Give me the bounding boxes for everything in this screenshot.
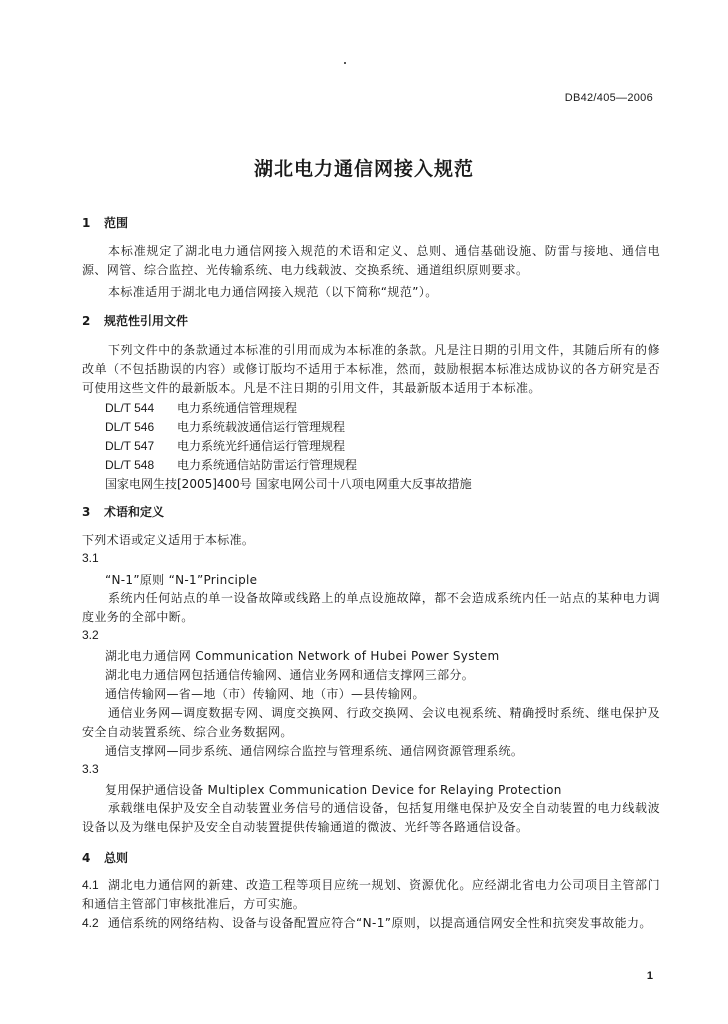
section-number: 3 (82, 505, 91, 519)
scan-speck (344, 62, 346, 64)
term-title: 湖北电力通信网 Communication Network of Hubei Power System (105, 649, 500, 663)
reference-item (105, 418, 345, 435)
term-definition: 通信业务网—调度数据专网、调度交换网、行政交换网、会议电视系统、精确授时系统、继电保护及安全自动装置系统、综合业务数据网。 (82, 706, 660, 739)
section-4-heading (82, 849, 128, 866)
clause-text: 湖北电力通信网的新建、改造工程等项目应统一规划、资源优化。应经湖北省电力公司项目主管部门和通信主管部门审核批准后，方可实施。 (82, 878, 660, 911)
term-definition: 承载继电保护及安全自动装置业务信号的通信设备，包括复用继电保护及安全自动装置的电力线载波设备以及为继电保护及安全自动装置提供传输通道的微波、光纤等各路通信设备。 (82, 801, 660, 834)
term-number: 3.1 (82, 551, 99, 565)
reference-item (105, 456, 357, 473)
reference-title: 电力系统通信站防雷运行管理规程 (177, 458, 358, 472)
clause-text: 通信系统的网络结构、设备与设备配置应符合“N-1”原则，以提高通信网安全性和抗突发事故能力。 (108, 916, 652, 930)
term-definition: 系统内任何站点的单一设备故障或线路上的单点设施故障，都不会造成系统内任一站点的某种电力调度业务的全部中断。 (82, 591, 660, 624)
clause-number: 4.2 (82, 916, 99, 930)
section-1-paragraph-2: 本标准适用于湖北电力通信网接入规范（以下简称“规范”）。 (108, 285, 438, 299)
term-definition: 通信传输网—省—地（市）传输网、地（市）—县传输网。 (105, 687, 425, 701)
section-1-heading (82, 214, 128, 231)
reference-item: 国家电网生技[2005]400号 国家电网公司十八项电网重大反事故措施 (105, 477, 472, 491)
section-2-paragraph-1: 下列文件中的条款通过本标准的引用而成为本标准的条款。凡是注日期的引用文件，其随后所有的修改单（不包括勘误的内容）或修订版均不适用于本标准，然而，鼓励根据本标准达成协议的各方研究是否可使用这些文件的最新版本。凡是不注日期的引用文件，其最新版本适用于本标准。 (82, 343, 660, 395)
section-number: 1 (82, 216, 91, 230)
section-1-paragraph-1: 本标准规定了湖北电力通信网接入规范的术语和定义、总则、通信基础设施、防雷与接地、通信电源、网管、综合监控、光传输系统、电力线载波、交换系统、通道组织原则要求。 (82, 244, 660, 277)
term-definition: 通信支撑网—同步系统、通信网综合监控与管理系统、通信网资源管理系统。 (105, 744, 524, 758)
reference-code: DL/T 548 (105, 458, 155, 472)
term-number: 3.2 (82, 628, 99, 642)
term-number: 3.3 (82, 762, 99, 776)
reference-item (105, 437, 345, 454)
reference-title: 电力系统通信管理规程 (177, 401, 298, 415)
reference-code: DL/T 544 (105, 401, 155, 415)
section-3-intro: 下列术语或定义适用于本标准。 (82, 533, 255, 547)
section-3-heading (82, 503, 164, 520)
document-title: 湖北电力通信网接入规范 (253, 158, 474, 180)
reference-code: DL/T 546 (105, 420, 155, 434)
reference-code: DL/T 547 (105, 439, 155, 453)
section-title: 规范性引用文件 (104, 314, 189, 328)
section-number: 4 (82, 851, 91, 865)
section-title: 范围 (104, 216, 129, 230)
section-title: 总则 (104, 851, 129, 865)
term-title: 复用保护通信设备 Multiplex Communication Device for Relaying Protection (105, 783, 562, 797)
term-definition: 湖北电力通信网包括通信传输网、通信业务网和通信支撑网三部分。 (105, 668, 475, 682)
section-number: 2 (82, 314, 91, 328)
page-number: 1 (646, 970, 653, 982)
reference-item (105, 399, 297, 416)
reference-title: 电力系统载波通信运行管理规程 (177, 420, 346, 434)
standard-number: DB42/405—2006 (564, 92, 653, 104)
clause-number: 4.1 (82, 878, 99, 892)
section-2-heading (82, 312, 188, 329)
reference-title: 电力系统光纤通信运行管理规程 (177, 439, 346, 453)
term-title: “N-1”原则 “N-1”Principle (105, 573, 258, 587)
section-title: 术语和定义 (104, 505, 165, 519)
